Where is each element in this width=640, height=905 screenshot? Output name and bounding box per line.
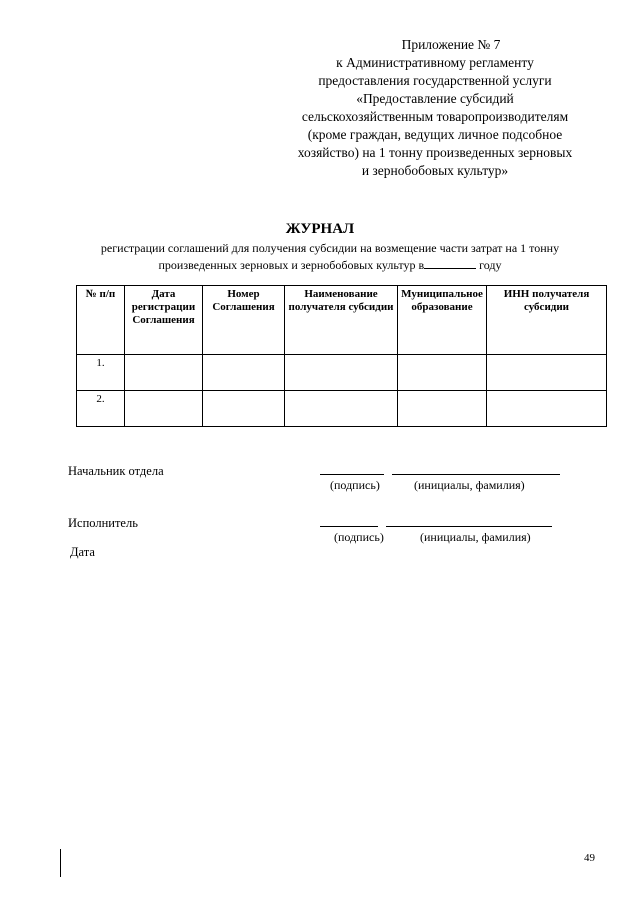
column-header-inn: ИНН получателя субсидии xyxy=(487,286,607,355)
name-caption: (инициалы, фамилия) xyxy=(420,530,531,544)
appendix-line: (кроме граждан, ведущих личное подсобное xyxy=(307,127,563,142)
table-cell[interactable] xyxy=(398,391,487,427)
signature-caption: (подпись) xyxy=(330,478,380,492)
journal-subtitle-line: регистрации соглашений для получения субсидии на возмещение части затрат на 1 тонну xyxy=(100,241,560,255)
table-cell[interactable] xyxy=(125,355,203,391)
page-number: 49 xyxy=(584,852,595,864)
appendix-line: сельскохозяйственным товаропроизводителям xyxy=(301,109,569,124)
column-header-municipality: Муниципальное образование xyxy=(398,286,487,355)
appendix-header xyxy=(270,36,600,180)
column-header-recipient-name: Наименование получателя субсидии xyxy=(285,286,398,355)
table-cell: 2. xyxy=(77,391,125,427)
executor-name-line[interactable] xyxy=(386,526,552,527)
journal-title: ЖУРНАЛ xyxy=(285,221,355,237)
appendix-line: хозяйство) на 1 тонну произведенных зерновых xyxy=(297,145,573,160)
table-cell[interactable] xyxy=(125,391,203,427)
head-of-department-label: Начальник отдела xyxy=(68,464,164,478)
date-label: Дата xyxy=(70,545,95,559)
column-header-date: Дата регистрации Соглашения xyxy=(125,286,203,355)
year-blank-field[interactable] xyxy=(424,256,476,269)
appendix-line: предоставления государственной услуги xyxy=(318,73,552,88)
head-signature-line[interactable] xyxy=(320,474,384,475)
margin-bar xyxy=(60,849,61,877)
subtitle-text: году xyxy=(476,258,502,272)
name-caption: (инициалы, фамилия) xyxy=(414,478,525,492)
table-cell[interactable] xyxy=(487,391,607,427)
signature-caption: (подпись) xyxy=(334,530,384,544)
appendix-line: к Административному регламенту xyxy=(336,55,534,70)
executor-signature-line[interactable] xyxy=(320,526,378,527)
appendix-line: Приложение № 7 xyxy=(401,37,501,52)
subtitle-text: произведенных зерновых и зернобобовых культур в xyxy=(158,258,425,272)
table-row xyxy=(77,355,607,391)
appendix-line: «Предоставление субсидий xyxy=(356,91,514,106)
table-cell[interactable] xyxy=(285,391,398,427)
table-cell: 1. xyxy=(77,355,125,391)
table-row xyxy=(77,391,607,427)
table-cell[interactable] xyxy=(487,355,607,391)
table-cell[interactable] xyxy=(203,355,285,391)
table-cell[interactable] xyxy=(203,391,285,427)
table-cell[interactable] xyxy=(285,355,398,391)
table-header-row xyxy=(77,286,607,355)
executor-label: Исполнитель xyxy=(68,516,138,530)
column-header-agreement-number: Номер Соглашения xyxy=(203,286,285,355)
head-name-line[interactable] xyxy=(392,474,560,475)
appendix-line: и зернобобовых культур» xyxy=(361,163,509,178)
journal-table xyxy=(76,285,607,427)
table-cell[interactable] xyxy=(398,355,487,391)
column-header-number: № п/п xyxy=(77,286,125,355)
journal-subtitle xyxy=(60,240,600,273)
journal-subtitle-line xyxy=(60,256,600,273)
